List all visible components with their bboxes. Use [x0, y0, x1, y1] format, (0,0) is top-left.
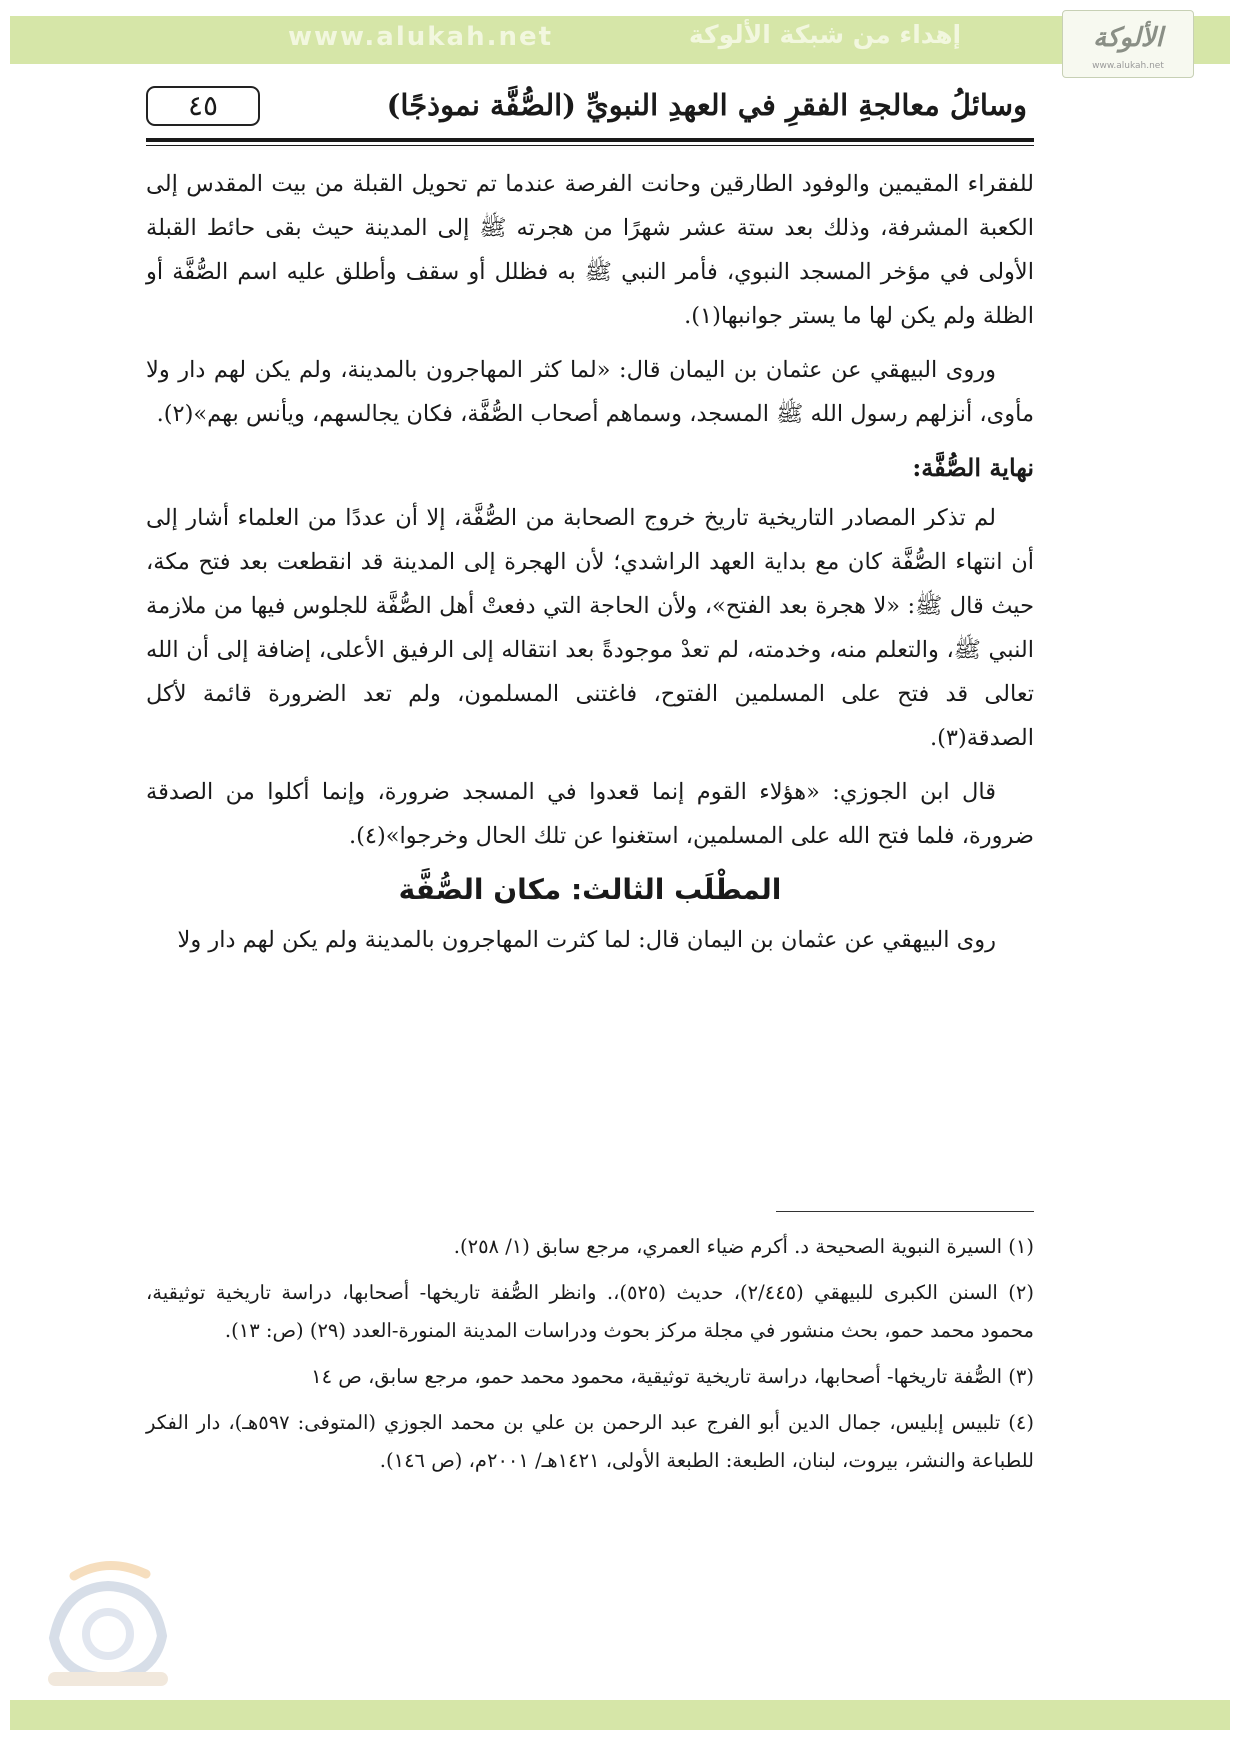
paragraph-1: للفقراء المقيمين والوفود الطارقين وحانت الفرصة عندما تم تحويل القبلة من بيت المقدس إلى الكعبة المشرفة، وذلك بعد ستة عشر شهرًا من هجرته ﷺ إلى المدينة حيث بقى حائط القبلة الأولى في مؤخر المسجد النبوي، فأمر النبي ﷺ به فظلل أو سقف وأطلق عليه اسم الصُّفَّة أو الظلة ولم يكن لها ما يستر جوانبها(١). — [146, 171, 1034, 329]
page-number: ٤٥ — [146, 86, 260, 126]
paragraph-4: قال ابن الجوزي: «هؤلاء القوم إنما قعدوا في المسجد ضرورة، وإنما أكلوا من الصدقة ضرورة، فلما فتح الله على المسلمين، استغنوا عن تلك الحال وخرجوا»(٤). — [146, 779, 1034, 849]
section-title: المطْلَب الثالث: مكان الصُّفَّة — [398, 873, 782, 906]
logo-name: الألوكة — [1093, 23, 1163, 53]
footnote-4: (٤) تلبيس إبليس، جمال الدين أبو الفرج عبد الرحمن بن علي بن محمد الجوزي (المتوفى: ٥٩٧هـ)، دار الفكر للطباعة والنشر، بيروت، لبنان، الطبعة: الطبعة الأولى، ١٤٢١هـ/ ٢٠٠١م، (ص ١٤٦). — [146, 1411, 1034, 1472]
footnote-3: (٣) الصُّفة تاريخها- أصحابها، دراسة تاريخية توثيقية، محمود محمد حمو، مرجع سابق، ص ١٤ — [311, 1365, 1034, 1388]
bottom-bar — [10, 1700, 1230, 1730]
banner-gift-text: إهداء من شبكة الألوكة — [688, 20, 962, 49]
paragraph-3: لم تذكر المصادر التاريخية تاريخ خروج الصحابة من الصُّفَّة، إلا أن عددًا من العلماء أشار إلى أن انتهاء الصُّفَّة كان مع بداية العهد الراشدي؛ لأن الهجرة إلى المدينة قد انقطعت بعد فتح مكة، حيث قال ﷺ: «لا هجرة بعد الفتح»، ولأن الحاجة التي دفعتْ أهل الصُّفَّة للجلوس فيها من ملازمة النبي ﷺ، والتعلم منه، وخدمته، لم تعدْ موجودةً بعد انتقاله إلى الرفيق الأعلى، إضافة إلى أن الله تعالى قد فتح على المسلمين الفتوح، فاغتنى المسلمون، ولم تعد الضرورة قائمة لأكل الصدقة(٣). — [146, 505, 1034, 751]
alukah-logo — [1062, 10, 1194, 78]
footnote-1: (١) السيرة النبوية الصحيحة د. أكرم ضياء العمري، مرجع سابق (١/ ٢٥٨). — [453, 1235, 1034, 1258]
paragraph-5: روى البيهقي عن عثمان بن اليمان قال: لما كثرت المهاجرون بالمدينة ولم يكن لهم دار ولا — [177, 927, 996, 953]
logo-url: www.alukah.net — [1092, 61, 1164, 71]
banner-url[interactable]: www.alukah.net — [288, 22, 554, 52]
running-header-title: وسائلُ معالجةِ الفقرِ في العهدِ النبويِّ (الصُّفَّة نموذجًا) — [386, 88, 1027, 122]
sub-heading-end-of-suffa: نهاية الصُّفَّة: — [912, 453, 1034, 482]
new-exclusive-stamp-icon — [34, 1548, 182, 1690]
header-rule-thin — [146, 145, 1034, 146]
paragraph-2: وروى البيهقي عن عثمان بن اليمان قال: «لما كثر المهاجرون بالمدينة، ولم يكن لهم دار ولا مأوى، أنزلهم رسول الله ﷺ المسجد، وسماهم أصحاب الصُّفَّة، فكان يجالسهم، ويأنس بهم»(٢). — [146, 357, 1034, 427]
body-text — [146, 162, 1034, 972]
footnote-separator — [776, 1211, 1034, 1212]
footnotes — [146, 1228, 1034, 1488]
header-rule-thick — [146, 138, 1034, 142]
top-banner — [10, 16, 1230, 64]
footnote-2: (٢) السنن الكبرى للبيهقي (٢/٤٤٥)، حديث (٥٢٥)،. وانظر الصُّفة تاريخها- أصحابها، دراسة تاريخية توثيقية، محمود محمد حمو، بحث منشور في مجلة مركز بحوث ودراسات المدينة المنورة-العدد (٢٩) (ص: ١٣). — [146, 1281, 1034, 1342]
